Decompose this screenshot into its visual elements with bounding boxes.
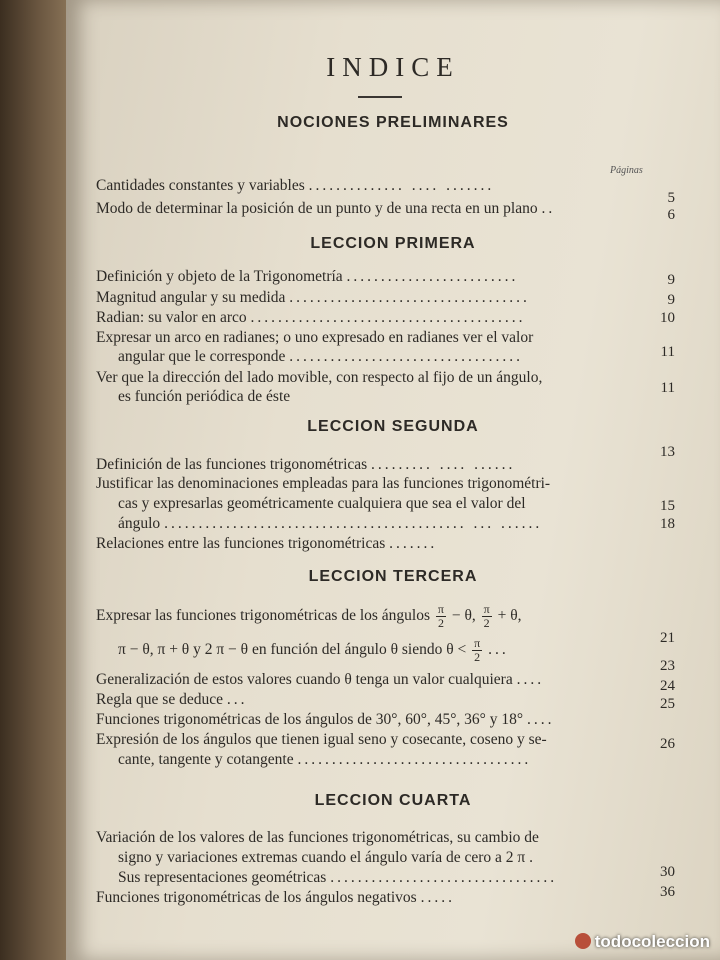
page-number: 26	[660, 736, 675, 752]
leader-dots: ..................................	[289, 348, 524, 365]
entry-text: ángulo	[118, 515, 161, 532]
page-number: 24	[660, 678, 675, 694]
entry-text: Definición y objeto de la Trigonometría	[96, 268, 343, 285]
entry-text: Variación de los valores de las funciones trigonométricas, su cambio de	[96, 829, 539, 846]
leader-dots: ....	[526, 711, 555, 728]
watermark	[575, 932, 710, 952]
leader-dots: ..................................	[297, 751, 532, 768]
entry-text: Ver que la dirección del lado movible, con respecto al fijo de un ángulo,	[96, 369, 543, 386]
toc-entry	[96, 828, 671, 848]
entry-text: Regla que se deduce	[96, 691, 223, 708]
page-number: 5	[667, 190, 675, 206]
leader-dots: ....	[516, 671, 545, 688]
toc-entry-continuation	[118, 514, 671, 534]
toc-entry-continuation	[118, 750, 671, 770]
entry-text: Funciones trigonométricas de los ángulos de 30°, 60°, 45°, 36° y 18°	[96, 711, 524, 728]
toc-entry-continuation	[118, 848, 671, 868]
entry-text: cas y expresarlas geométricamente cualquiera que sea el valor del	[118, 495, 526, 512]
fraction-pi-over-2: $\frac{\pi}{2}$	[474, 635, 481, 664]
toc-entry	[96, 176, 671, 196]
section-heading-leccion-segunda: LECCION SEGUNDA	[307, 418, 479, 435]
toc-entry	[96, 328, 671, 348]
leader-dots: ........................................	[250, 309, 526, 326]
entry-text: Funciones trigonométricas de los ángulos negativos	[96, 889, 417, 906]
page-number: 30	[660, 864, 675, 880]
page-number: 23	[660, 658, 675, 674]
entry-text: π − θ, π + θ y 2 π − θ en función del ángulo θ siendo θ <	[118, 641, 467, 658]
fraction-pi-over-2: $\frac{\pi}{2}$	[437, 601, 444, 630]
fraction-op: + θ,	[497, 607, 522, 624]
toc-entry	[96, 730, 671, 750]
toc-entry	[96, 690, 671, 710]
toc-entry	[96, 534, 671, 554]
toc-entry-continuation	[118, 494, 671, 514]
entry-text: Modo de determinar la posición de un punto y de una recta en un plano	[96, 200, 538, 217]
leader-dots: .......	[389, 535, 438, 552]
page-number: 25	[660, 696, 675, 712]
leader-dots: .....	[420, 889, 455, 906]
leader-dots: ......... .... ......	[371, 456, 516, 473]
toc-entry-continuation	[118, 347, 671, 367]
book-page	[66, 0, 720, 960]
leader-dots: .................................	[330, 869, 558, 886]
entry-text: Generalización de estos valores cuando θ tenga un valor cualquiera	[96, 671, 513, 688]
page-title: INDICE	[326, 52, 460, 82]
toc-entry	[96, 199, 671, 219]
page-number: 18	[660, 516, 675, 532]
leader-dots: ............................................ ... ......	[164, 515, 543, 532]
entry-text: Expresión de los ángulos que tienen igual seno y cosecante, coseno y se-	[96, 731, 547, 748]
page-number: 15	[660, 498, 675, 514]
page-number: 6	[667, 207, 675, 223]
toc-entry	[96, 308, 671, 328]
entry-text: signo y variaciones extremas cuando el ángulo varía de cero a 2 π	[118, 849, 526, 866]
toc-entry	[96, 670, 671, 690]
page-number: 21	[660, 630, 675, 646]
fraction-pi-over-2: $\frac{\pi}{2}$	[483, 601, 490, 630]
entry-text: Definición de las funciones trigonométricas	[96, 456, 368, 473]
watermark-text: todocoleccion	[594, 932, 710, 951]
leader-dots: ..	[541, 200, 556, 217]
toc-entry-continuation	[118, 868, 671, 888]
section-heading-leccion-tercera: LECCION TERCERA	[308, 568, 478, 585]
section-heading-preliminares: NOCIONES PRELIMINARES	[277, 114, 509, 131]
toc-entry-continuation	[118, 387, 671, 407]
fraction-op: − θ,	[451, 607, 476, 624]
toc-entry	[96, 888, 671, 908]
paginas-column-label: Páginas	[610, 165, 643, 176]
toc-entry	[96, 455, 671, 475]
entry-text: angular que le corresponde	[118, 348, 286, 365]
entry-text: Radian: su valor en arco	[96, 309, 247, 326]
toc-entry	[96, 267, 671, 287]
leader-dots: .............. .... .......	[308, 177, 495, 194]
toc-entry	[96, 368, 671, 388]
leader-dots: ...................................	[289, 289, 530, 306]
leader-dots: ...	[226, 691, 248, 708]
page-number: 13	[660, 444, 675, 460]
entry-text: cante, tangente y cotangente	[118, 751, 294, 768]
page-number: 10	[660, 310, 675, 326]
entry-text: Cantidades constantes y variables	[96, 177, 305, 194]
leader-dots: .........................	[346, 268, 519, 285]
logo-icon	[575, 933, 591, 949]
page-number: 11	[660, 380, 675, 396]
toc-entry	[96, 474, 671, 494]
page-number: 11	[660, 344, 675, 360]
entry-text: Expresar las funciones trigonométricas de los ángulos	[96, 607, 431, 624]
leader-dots: .	[529, 849, 536, 866]
section-heading-leccion-cuarta: LECCION CUARTA	[314, 792, 472, 809]
book-spine-edge	[0, 0, 70, 960]
title-underline	[358, 96, 402, 98]
toc-entry	[96, 288, 671, 308]
toc-entry-continuation	[118, 632, 671, 672]
entry-text: Magnitud angular y su medida	[96, 289, 286, 306]
page-number: 9	[667, 292, 675, 308]
entry-text: es función periódica de éste	[118, 388, 291, 405]
entry-text: Relaciones entre las funciones trigonométricas	[96, 535, 386, 552]
page-number: 36	[660, 884, 675, 900]
entry-text: Expresar un arco en radianes; o uno expresado en radianes ver el valor	[96, 329, 534, 346]
entry-text: Justificar las denominaciones empleadas para las funciones trigonométri-	[96, 475, 551, 492]
toc-entry	[96, 710, 671, 730]
section-heading-leccion-primera: LECCION PRIMERA	[310, 235, 476, 252]
leader-dots: ...	[488, 641, 509, 658]
page-number: 9	[667, 272, 675, 288]
entry-text: Sus representaciones geométricas	[118, 869, 327, 886]
